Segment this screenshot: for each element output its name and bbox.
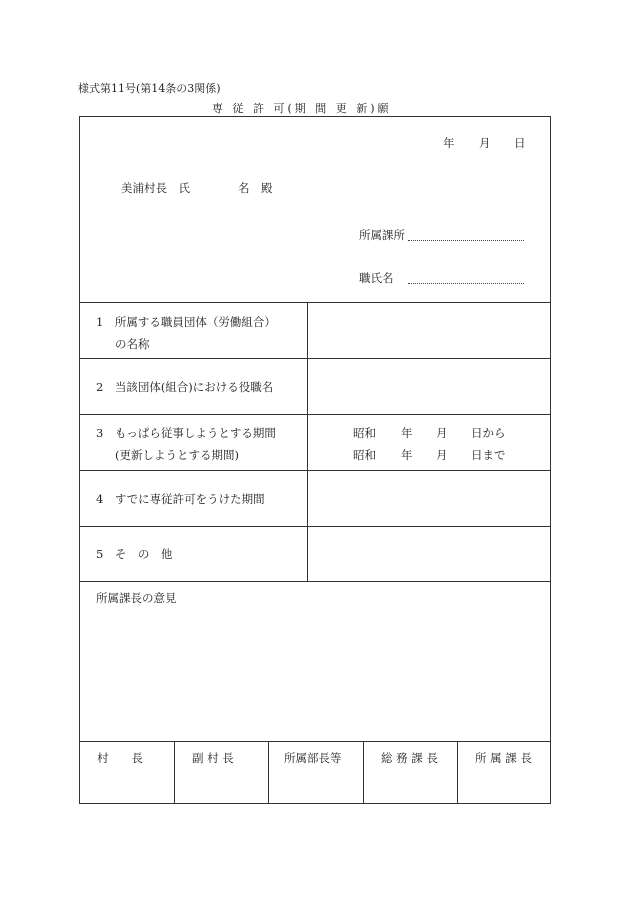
- row-2-label: 2 当該団体(組合)における役職名: [96, 380, 274, 394]
- period-until-year: 年: [401, 448, 413, 462]
- department-field[interactable]: [408, 227, 524, 241]
- period-from-month: 月: [436, 426, 448, 440]
- row-1-label-cont: の名称: [115, 337, 150, 351]
- row-5-label: 5 そ の 他: [96, 547, 173, 561]
- row-1-value-cell[interactable]: [308, 303, 551, 358]
- period-until-month: 月: [436, 448, 448, 462]
- opinion-label: 所属課長の意見: [96, 591, 177, 605]
- row-divider: [80, 741, 550, 742]
- staff-name-label: 職氏名: [359, 271, 394, 285]
- approval-village-head: 村 長: [97, 751, 143, 765]
- row-divider: [80, 581, 550, 582]
- row-1-label: 1 所属する職員団体（労働組合）: [96, 315, 276, 329]
- date-day-label: 日: [514, 136, 526, 150]
- date-year-label: 年: [443, 136, 455, 150]
- row-2-value-cell[interactable]: [308, 359, 551, 414]
- application-form: [79, 116, 551, 804]
- period-from-era: 昭和: [353, 426, 376, 440]
- document-title: 専 従 許 可(期 間 更 新)願: [212, 102, 392, 115]
- staff-name-field[interactable]: [408, 270, 524, 284]
- stamp-cell[interactable]: [458, 769, 550, 803]
- stamp-cell[interactable]: [269, 769, 362, 803]
- department-label: 所属課所: [359, 228, 405, 242]
- approval-general-affairs-head: 総 務 課 長: [381, 751, 438, 765]
- row-4-value-cell[interactable]: [308, 471, 551, 526]
- row-4-label: 4 すでに専従許可をうけた期間: [96, 492, 265, 506]
- period-until-day: 日まで: [471, 448, 506, 462]
- date-month-label: 月: [479, 136, 491, 150]
- approval-department-head: 所属部長等: [284, 751, 342, 765]
- stamp-cell[interactable]: [81, 769, 173, 803]
- row-3-label: 3 もっぱら従事しようとする期間: [96, 426, 276, 440]
- recipient-label: 美浦村長 氏: [121, 181, 190, 195]
- approval-deputy-village-head: 副 村 長: [192, 751, 234, 765]
- period-from-day: 日から: [471, 426, 506, 440]
- recipient-honorific: 名 殿: [238, 181, 273, 195]
- stamp-cell[interactable]: [175, 769, 267, 803]
- period-from-year: 年: [401, 426, 413, 440]
- form-number: 様式第11号(第14条の3関係): [78, 82, 221, 95]
- period-until-era: 昭和: [353, 448, 376, 462]
- row-5-value-cell[interactable]: [308, 527, 551, 581]
- stamp-cell[interactable]: [364, 769, 456, 803]
- row-divider: [80, 414, 550, 415]
- approval-section-head: 所 属 課 長: [475, 751, 532, 765]
- row-3-label-cont: (更新しようとする期間): [115, 448, 239, 462]
- opinion-area[interactable]: [81, 609, 550, 739]
